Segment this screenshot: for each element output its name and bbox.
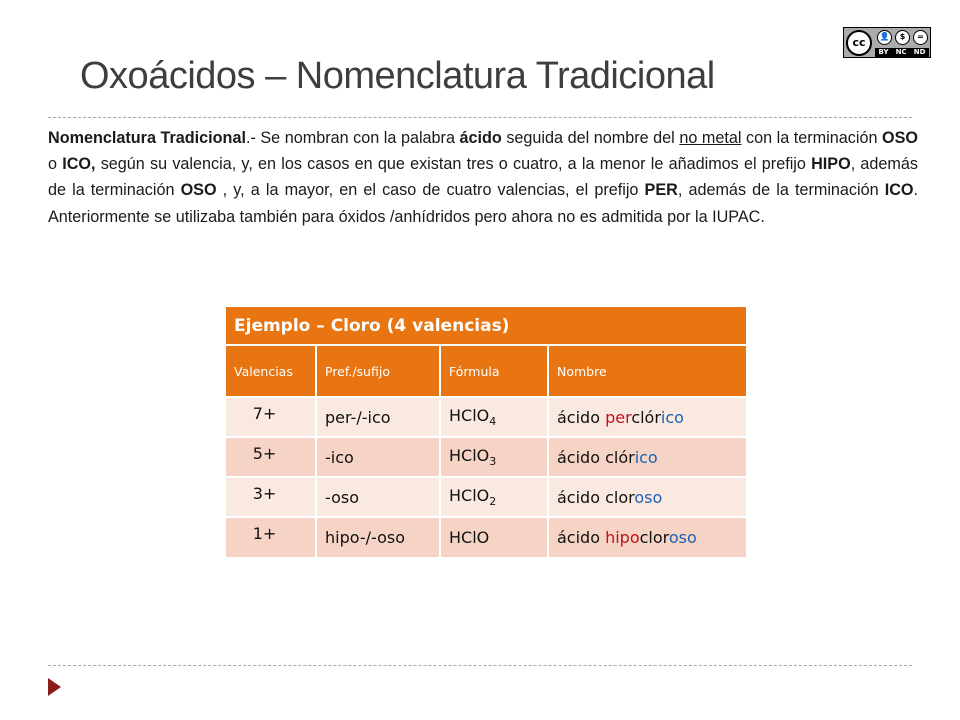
table-row xyxy=(226,477,746,517)
term-per: PER xyxy=(644,181,678,200)
table-header-row xyxy=(226,345,746,397)
cell-valencia: 3+ xyxy=(226,477,316,517)
term-hipo: HIPO xyxy=(811,155,851,174)
text-segment: o xyxy=(48,155,63,174)
top-divider xyxy=(48,117,912,118)
license-label-by: BY xyxy=(878,48,889,56)
cell-nombre: ácido perclórico xyxy=(548,397,746,437)
text-segment: . Anteriormente se utilizaba también para óxidos /anhídridos pero ahora no es admitida por la IUPAC. xyxy=(48,181,918,226)
cell-valencia: 7+ xyxy=(226,397,316,437)
non-commercial-icon: $ xyxy=(895,30,910,45)
table-row xyxy=(226,437,746,477)
cell-prefijo: hipo-/-oso xyxy=(316,517,440,557)
table-row xyxy=(226,517,746,557)
header-prefijo: Pref./sufijo xyxy=(316,345,440,397)
example-table xyxy=(226,307,746,557)
text-segment: , además de la terminación xyxy=(48,155,918,200)
term-oso: OSO xyxy=(180,181,217,200)
attribution-icon: 👤 xyxy=(877,30,892,45)
cell-formula: HClO$_2$ xyxy=(440,477,548,517)
license-label-nc: NC xyxy=(895,48,907,56)
header-nombre: Nombre xyxy=(548,345,746,397)
text-segment: con la terminación xyxy=(741,129,883,147)
table-title: Ejemplo – Cloro (4 valencias) xyxy=(226,307,746,345)
creative-commons-license-badge xyxy=(843,27,931,58)
text-segment: , además de la terminación xyxy=(677,181,885,200)
next-slide-arrow-icon[interactable] xyxy=(48,678,61,696)
header-valencias: Valencias xyxy=(226,345,316,397)
license-label-nd: ND xyxy=(913,48,926,56)
cell-formula: HClO$_3$ xyxy=(440,437,548,477)
cell-nombre: ácido hipocloroso xyxy=(548,517,746,557)
term-ico: ICO xyxy=(884,181,914,200)
cell-valencia: 1+ xyxy=(226,517,316,557)
term-nomenclatura: Nomenclatura Tradicional xyxy=(48,129,246,147)
term-acido: ácido xyxy=(459,129,502,147)
license-labels xyxy=(875,48,929,57)
table-row xyxy=(226,397,746,437)
term-ico: ICO, xyxy=(62,155,96,174)
cell-formula: HClO xyxy=(440,517,548,557)
header-formula: Fórmula xyxy=(440,345,548,397)
cell-valencia: 5+ xyxy=(226,437,316,477)
text-segment: .- Se nombran con la palabra xyxy=(245,129,460,147)
text-segment: seguida del nombre del xyxy=(501,129,680,147)
cell-prefijo: per-/-ico xyxy=(316,397,440,437)
text-segment: según su valencia, y, en los casos en que existan tres o cuatro, a la menor le añadimos el prefijo xyxy=(95,155,812,174)
creative-commons-icon: cc xyxy=(846,30,872,56)
slide-title: Oxoácidos – Nomenclatura Tradicional xyxy=(80,55,715,97)
cell-nombre: ácido clórico xyxy=(548,437,746,477)
table-title-row xyxy=(226,307,746,345)
no-derivatives-icon: = xyxy=(913,30,928,45)
cell-prefijo: -oso xyxy=(316,477,440,517)
text-segment: , y, a la mayor, en el caso de cuatro valencias, el prefijo xyxy=(216,181,645,200)
bottom-divider xyxy=(48,665,912,666)
description-paragraph xyxy=(48,125,918,230)
cell-nombre: ácido cloroso xyxy=(548,477,746,517)
cell-formula: HClO$_4$ xyxy=(440,397,548,437)
term-oso: OSO xyxy=(882,129,918,147)
cell-prefijo: -ico xyxy=(316,437,440,477)
term-no-metal: no metal xyxy=(679,129,742,147)
